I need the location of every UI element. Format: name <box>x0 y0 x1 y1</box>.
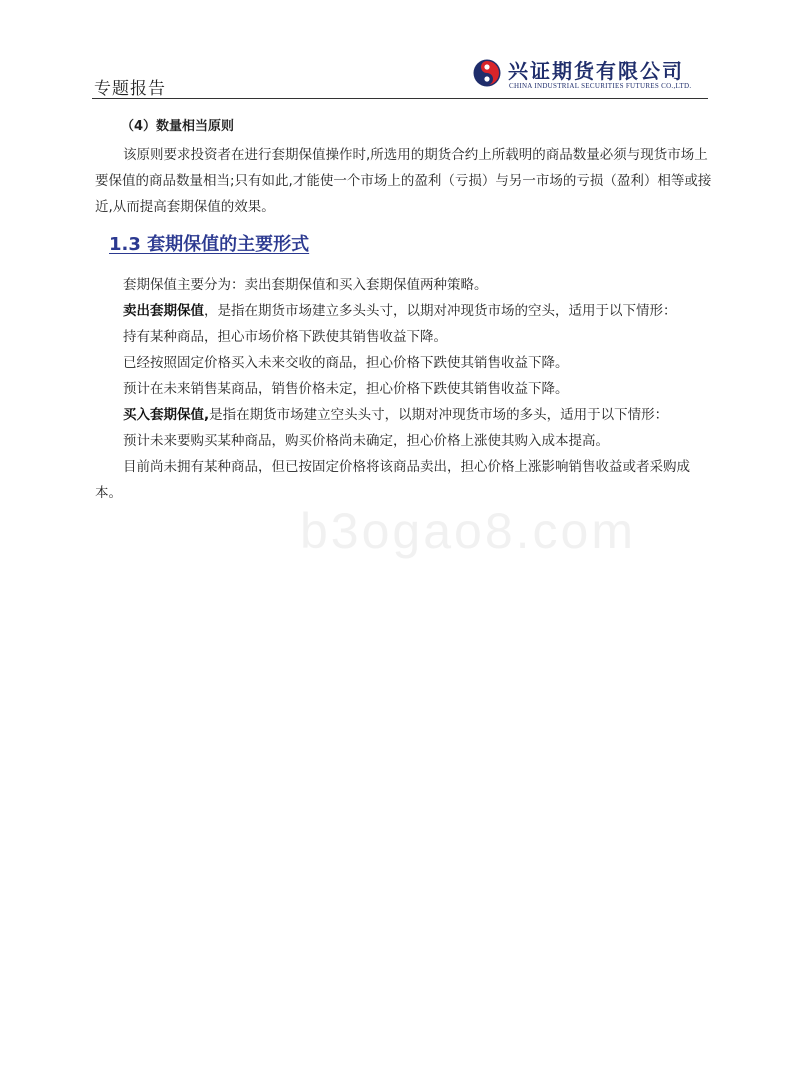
logo-english-name: CHINA INDUSTRIAL SECURITIES FUTURES CO.,LTD. <box>509 82 692 90</box>
paragraph-sell-hedge <box>95 298 715 324</box>
sell-hedge-term: 卖出套期保值 <box>123 303 204 319</box>
watermark: b3ogao8.com <box>300 503 637 559</box>
paragraph-quantity-principle: 该原则要求投资者在进行套期保值操作时,所选用的期货合约上所载明的商品数量必须与现货市场上要保值的商品数量相当;只有如此,才能使一个市场上的盈利（亏损）与另一市场的亏损（盈利）相等或接近,从而提高套期保值的效果。 <box>95 147 712 215</box>
logo-swirl-icon <box>472 58 502 88</box>
report-type-title: 专题报告 <box>94 79 166 99</box>
logo-chinese-name: 兴证期货有限公司 <box>508 59 684 83</box>
subheading-quantity-principle: （4）数量相当原则 <box>121 119 235 134</box>
sell-case-item: 已经按照固定价格买入未来交收的商品，担心价格下跌使其销售收益下降。 <box>123 355 569 371</box>
paragraph-buy-hedge <box>95 402 715 428</box>
page-header <box>92 52 708 99</box>
buy-hedge-definition: 是指在期货市场建立空头头寸，以期对冲现货市场的多头，适用于以下情形： <box>209 407 669 423</box>
company-logo <box>472 58 694 94</box>
buy-hedge-term: 买入套期保值, <box>123 407 210 423</box>
sell-hedge-definition: ，是指在期货市场建立多头头寸，以期对冲现货市场的空头，适用于以下情形： <box>204 303 677 319</box>
section-heading: 1.3 套期保值的主要形式 <box>109 234 310 255</box>
sell-case-item: 持有某种商品，担心市场价格下跌使其销售收益下降。 <box>123 329 447 345</box>
paragraph-intro: 套期保值主要分为：卖出套期保值和买入套期保值两种策略。 <box>123 277 488 293</box>
buy-case-item: 目前尚未拥有某种商品，但已按固定价格将该商品卖出，担心价格上涨影响销售收益或者采购成本。 <box>95 459 690 501</box>
report-body <box>95 114 715 506</box>
sell-case-item: 预计在未来销售某商品，销售价格未定，担心价格下跌使其销售收益下降。 <box>123 381 569 397</box>
buy-case-item: 预计未来要购买某种商品，购买价格尚未确定，担心价格上涨使其购入成本提高。 <box>123 433 609 449</box>
